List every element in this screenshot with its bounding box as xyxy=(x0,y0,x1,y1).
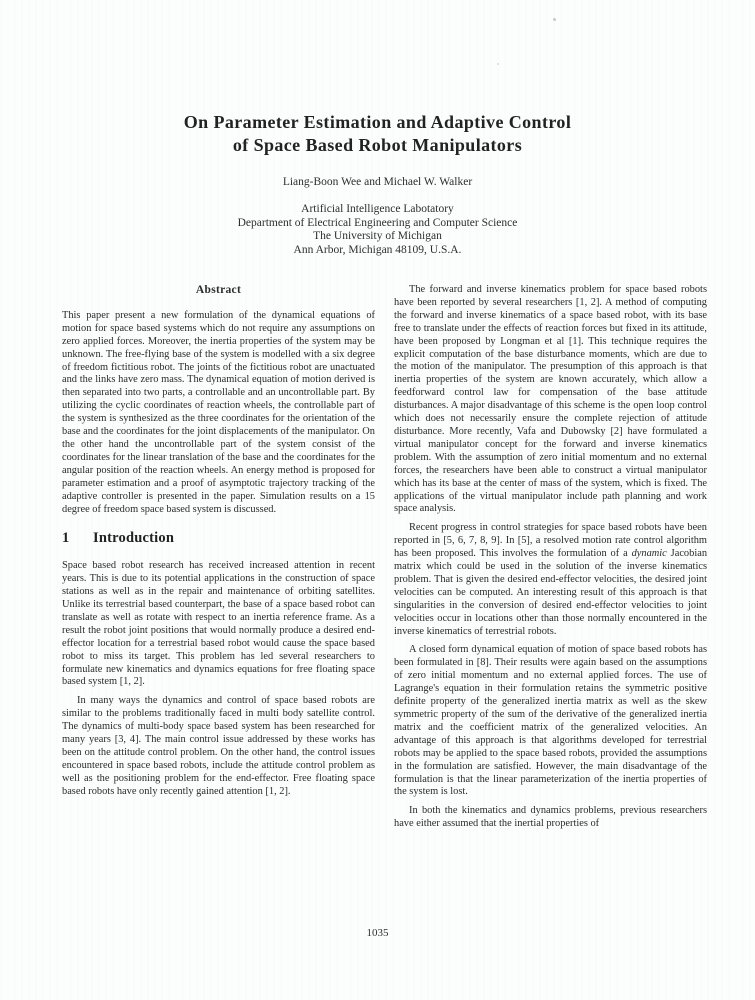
section-number: 1 xyxy=(62,530,70,547)
page-number: 1035 xyxy=(366,927,389,939)
paper-title xyxy=(0,111,755,157)
left-column xyxy=(62,284,375,837)
paper-title-line1: On Parameter Estimation and Adaptive Control xyxy=(183,112,572,132)
scan-speck xyxy=(553,18,556,21)
affiliation-block xyxy=(0,203,755,257)
paragraph-text: Jacobian matrix which could be used in the solution of the inverse kinematics problem. That is given the desired end-effector velocities, the desired joint velocities can be computed. An interesting result of this approach is that singularities in the conversion of desired end-effector velocities to joint velocities occur in locations other than those normally encountered in the inverse kinematics of terrestrial robots. xyxy=(394,548,708,637)
abstract-heading: Abstract xyxy=(195,284,242,296)
intro-paragraph-2: In many ways the dynamics and control of space based robots are similar to the problems traditionally faced in multi body satellite control. The dynamics of multi-body space based system has been researched for many years [3, 4]. The main control issue addressed by these works has been on the attitude control problem. On the other hand, the control issues encountered in space based robots, include the attitude control problem as well as the positioning problem for the end-effector. Free floating space based robots have only recently gained attention [1, 2]. xyxy=(62,695,375,797)
paper-title-line2: of Space Based Robot Manipulators xyxy=(232,135,523,155)
affiliation-line-city: Ann Arbor, Michigan 48109, U.S.A. xyxy=(293,243,462,256)
two-column-body xyxy=(62,284,706,837)
paper-header xyxy=(0,0,755,257)
section-heading-introduction xyxy=(62,532,375,545)
authors-line: Liang-Boon Wee and Michael W. Walker xyxy=(282,176,473,188)
dynamic-italic-word: dynamic xyxy=(631,548,667,560)
kinematics-paragraph: The forward and inverse kinematics problem for space based robots have been reported by several researchers [1, 2]. A method of computing the forward and inverse kinematics of a space based robot, with its base free to translate under the effects of reaction forces but fixed in its attitude, have been proposed by Longman et al [1]. This technique requires the explicit computation of the base disturbance moments, which are due to the motion of the manipulator. The presumption of this approach is that inertia properties of the system are known accurately, which allow a feedforward control law for compensation of the base attitude disturbances. A major disadvantage of this scheme is the open loop control which does not necessarily ensure the complete rejection of attitude disturbance. More recently, Vafa and Dubowsky [2] have formulated a virtual manipulator concept for the forward and inverse kinematics problem. With the assumption of zero initial momentum and no external forces, the researchers have been able to construct a virtual manipulator which has its base at the center of mass of the system, which is fixed. The applications of the virtual manipulator include path planning and work space analysis. xyxy=(394,284,707,515)
intro-paragraph-1: Space based robot research has received increased attention in recent years. This is due to its potential applications in the construction of space stations as well as in the repair and maintenance of orbiting satellites. Unlike its terrestrial based counterpart, the base of a space based robot can translate as well as rotate with respect to an inertia reference frame. As a result the robot joint positions that would normally produce a desired end-effector location for a terrestrial based robot would cause the space based robot to miss its target. This problem has led several researchers to formulate new kinematics and dynamics equations for free floating space based system [1, 2]. xyxy=(62,560,375,688)
affiliation-line-university: The University of Michigan xyxy=(313,230,442,242)
section-title: Introduction xyxy=(93,530,175,547)
abstract-body: This paper present a new formulation of the dynamical equations of motion for space based systems which do not require any assumptions on zero applied forces. Moreover, the inertia properties of the system may be unknown. The free-flying base of the system is modelled with a six degree of freedom fictitious robot. The joints of the fictitious robot are unactuated and the links have zero mass. The dynamical equation of motion derived is then separated into two parts, a controllable and an uncontrollable part. By utilizing the cyclic coordinates of reaction wheels, the controllable part of the system is synthesized as the three coordinates for the orientation of the base and the coordinates for the joint displacements of the manipulator. On the other hand the uncontrollable part of the system consist of the coordinates for the linear translation of the base and the coordinates for the angular position of the reaction wheels. An energy method is proposed for parameter estimation and a proof of asymptotic trajectory tracking of the adaptive controller is presented in the paper. Simulation results on a 15 degree of freedom space based system is discussed. xyxy=(62,309,375,515)
control-strategies-paragraph xyxy=(394,522,707,638)
affiliation-line-lab: Artificial Intelligence Labotatory xyxy=(301,203,454,215)
affiliation-line-department: Department of Electrical Engineering and Computer Science xyxy=(237,216,518,229)
paragraph-text: Recent progress in control strategies for space based robots have been reported in [5, 6, 7, 8, 9]. In [5], a resolved motion rate control algorithm has been proposed. This involves the formulation of a xyxy=(394,522,707,560)
scan-speck xyxy=(497,63,499,65)
kinematics-dynamics-paragraph: In both the kinematics and dynamics problems, previous researchers have either assumed that the inertial properties of xyxy=(394,805,707,830)
closed-form-paragraph: A closed form dynamical equation of motion of space based robots has been formulated in [8]. Their results were again based on the assumptions of zero initial momentum and no external applied forces. The use of Lagrange's equation in their formulation retains the symmetric positive definite property of the generalized inertia matrix as well as the skew symmetric property of the sum of the derivative of the generalized inertia matrix and the coefficient matrix of the generalized velocities. An advantage of this approach is that algorithms developed for terrestrial robots may be applied to the space based robots, provided the assumptions in the formulation are satisfied. However, the main disadvantage of the formulation is that the linear parameterization of the inertia properties of the system is lost. xyxy=(394,644,707,798)
right-column xyxy=(394,284,707,837)
